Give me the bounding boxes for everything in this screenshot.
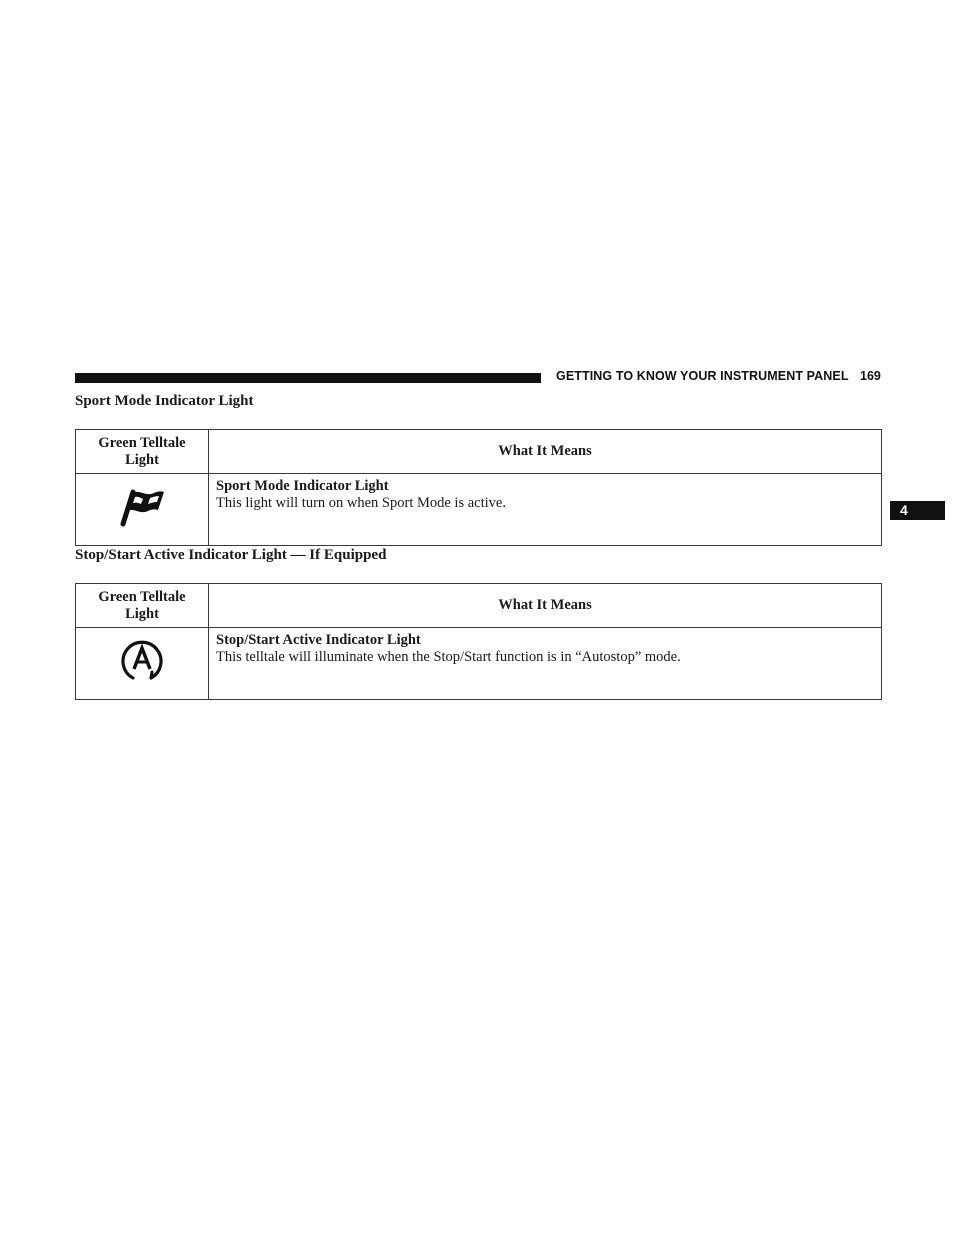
- column-header-telltale-text: Green Telltale Light: [98, 588, 186, 622]
- table-header-row: [76, 430, 882, 474]
- page-number: 169: [860, 369, 881, 383]
- telltale-icon-cell: [76, 474, 209, 546]
- section-heading-sport-mode: Sport Mode Indicator Light: [75, 393, 254, 409]
- telltale-title: Sport Mode Indicator Light: [216, 478, 389, 494]
- header-rule: [75, 373, 541, 383]
- telltale-description-cell: [209, 628, 882, 700]
- column-header-meaning: [209, 584, 882, 628]
- stop-start-table: [75, 583, 882, 700]
- checkered-flag-icon: [114, 487, 170, 527]
- autostop-a-icon: [116, 634, 168, 686]
- column-header-telltale: [76, 584, 209, 628]
- column-header-telltale-text: Green Telltale Light: [98, 434, 186, 468]
- table-row: [76, 628, 882, 700]
- running-header-title: GETTING TO KNOW YOUR INSTRUMENT PANEL: [556, 369, 849, 383]
- column-header-telltale: [76, 430, 209, 474]
- telltale-icon-cell: [76, 628, 209, 700]
- table-header-row: [76, 584, 882, 628]
- telltale-text: This light will turn on when Sport Mode is active.: [216, 495, 506, 511]
- column-header-meaning-text: What It Means: [498, 443, 592, 459]
- telltale-description-cell: [209, 474, 882, 546]
- section-heading-stop-start: Stop/Start Active Indicator Light — If Equipped: [75, 547, 387, 563]
- sport-mode-table: [75, 429, 882, 546]
- column-header-meaning-text: What It Means: [498, 597, 592, 613]
- chapter-tab: 4: [890, 501, 945, 520]
- telltale-title: Stop/Start Active Indicator Light: [216, 632, 421, 648]
- table-row: [76, 474, 882, 546]
- telltale-text: This telltale will illuminate when the Stop/Start function is in “Autostop” mode.: [216, 649, 681, 665]
- column-header-meaning: [209, 430, 882, 474]
